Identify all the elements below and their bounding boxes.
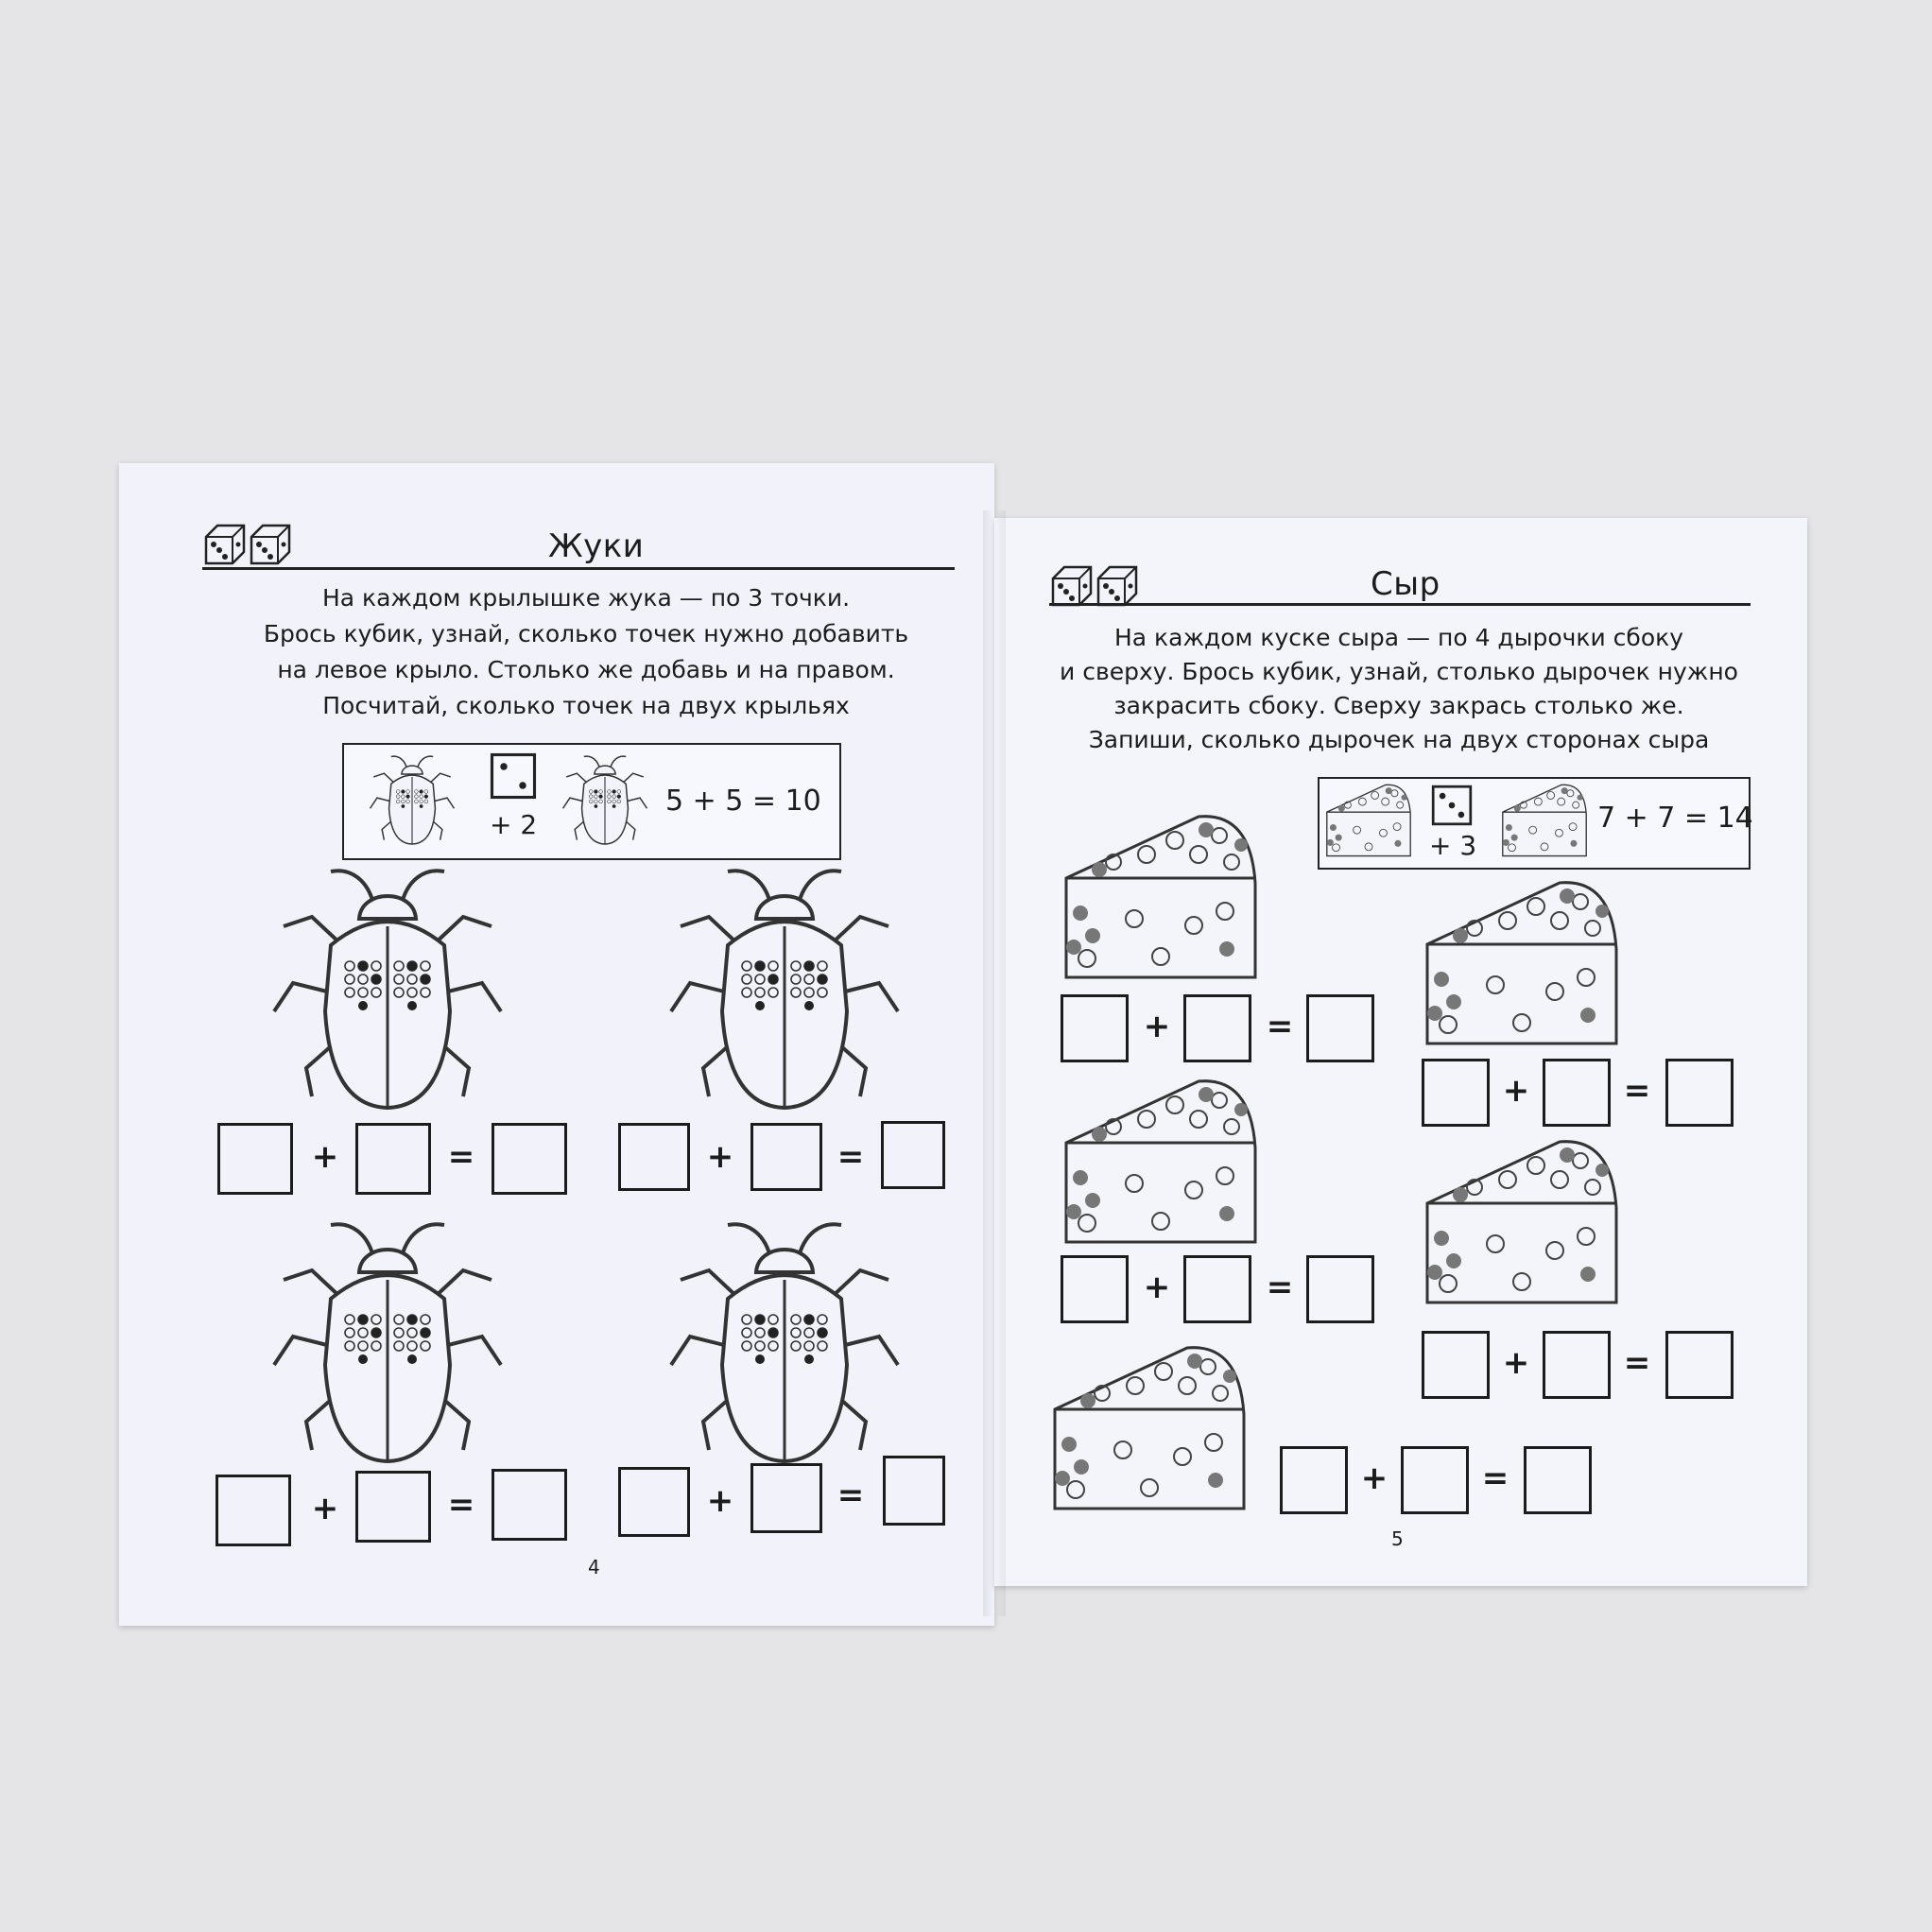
answer-box[interactable] xyxy=(1524,1446,1592,1514)
answer-box[interactable] xyxy=(492,1469,567,1541)
dice-icon xyxy=(1051,565,1142,607)
cheese-icon xyxy=(1321,781,1416,860)
plus-sign: + xyxy=(706,1138,734,1176)
answer-box[interactable] xyxy=(750,1123,822,1191)
beetle-icon xyxy=(374,752,450,847)
plus-sign: + xyxy=(706,1482,734,1520)
plus-sign: + xyxy=(311,1138,339,1176)
example-add-right: + 3 xyxy=(1429,830,1477,861)
answer-box[interactable] xyxy=(1183,1255,1251,1323)
equals-sign: = xyxy=(1623,1072,1651,1110)
equals-sign: = xyxy=(1266,1268,1294,1306)
instruction-line-2: и сверху. Брось кубик, узнай, столько дырочек нужно xyxy=(1060,658,1738,685)
answer-box[interactable] xyxy=(1543,1331,1611,1399)
plus-sign: + xyxy=(1143,1268,1171,1306)
cheese-icon xyxy=(1044,1338,1255,1518)
answer-box[interactable] xyxy=(217,1123,293,1195)
answer-box[interactable] xyxy=(750,1463,822,1533)
example-add-left: + 2 xyxy=(490,809,538,840)
answer-box[interactable] xyxy=(1183,994,1251,1062)
answer-box[interactable] xyxy=(618,1467,690,1537)
answer-box[interactable] xyxy=(1280,1446,1348,1514)
plus-sign: + xyxy=(1502,1072,1530,1110)
instruction-line-2: Брось кубик, узнай, сколько точек нужно добавить xyxy=(263,620,909,647)
answer-box[interactable] xyxy=(881,1121,945,1189)
equals-sign: = xyxy=(447,1486,475,1524)
answer-box[interactable] xyxy=(1401,1446,1469,1514)
plus-sign: + xyxy=(1502,1344,1530,1382)
cheese-icon xyxy=(1418,1132,1626,1312)
answer-box[interactable] xyxy=(216,1475,291,1546)
answer-box[interactable] xyxy=(1543,1059,1611,1127)
answer-box[interactable] xyxy=(1306,994,1374,1062)
page-title-left: Жуки xyxy=(548,527,645,565)
answer-box[interactable] xyxy=(618,1123,690,1191)
plus-sign: + xyxy=(311,1490,339,1527)
equals-sign: = xyxy=(837,1476,865,1514)
equals-sign: = xyxy=(1623,1344,1651,1382)
instruction-line-3: на левое крыло. Столько же добавь и на правом. xyxy=(277,656,895,683)
title-rule-left xyxy=(202,567,955,570)
title-rule-right xyxy=(1049,603,1751,606)
beetle-icon xyxy=(293,860,482,1115)
beetle-icon xyxy=(690,860,879,1115)
instruction-line-4: Посчитай, сколько точек на двух крыльях xyxy=(322,692,850,719)
example-equation-right: 7 + 7 = 14 xyxy=(1597,802,1753,835)
cheese-icon xyxy=(1057,807,1265,987)
answer-box[interactable] xyxy=(492,1123,567,1195)
instruction-line-4: Запиши, сколько дырочек на двух сторонах сыра xyxy=(1088,726,1710,753)
book-spine xyxy=(983,510,1006,1616)
equals-sign: = xyxy=(1481,1459,1509,1497)
equals-sign: = xyxy=(1266,1008,1294,1045)
dice-icon xyxy=(204,524,295,565)
cheese-icon xyxy=(1057,1072,1265,1251)
instruction-line-1: На каждом крылышке жука — по 3 точки. xyxy=(321,584,851,612)
cheese-icon xyxy=(1497,781,1592,860)
answer-box[interactable] xyxy=(1422,1059,1490,1127)
instruction-line-3: закрасить сбоку. Сверху закрась столько же. xyxy=(1113,692,1684,719)
example-equation-left: 5 + 5 = 10 xyxy=(665,785,821,818)
instruction-line-1: На каждом куске сыра — по 4 дырочки сбоку xyxy=(1113,624,1684,651)
plus-sign: + xyxy=(1360,1459,1389,1497)
answer-box[interactable] xyxy=(1665,1331,1734,1399)
answer-box[interactable] xyxy=(355,1471,431,1543)
answer-box[interactable] xyxy=(1061,994,1129,1062)
equals-sign: = xyxy=(447,1138,475,1176)
answer-box[interactable] xyxy=(355,1123,431,1195)
page-number-right: 5 xyxy=(1391,1527,1404,1550)
answer-box[interactable] xyxy=(1061,1255,1129,1323)
plus-sign: + xyxy=(1143,1008,1171,1045)
answer-box[interactable] xyxy=(883,1456,945,1526)
beetle-icon xyxy=(293,1214,482,1469)
beetle-icon xyxy=(567,752,643,847)
dice-icon xyxy=(490,752,537,800)
answer-box[interactable] xyxy=(1306,1255,1374,1323)
equals-sign: = xyxy=(837,1138,865,1176)
cheese-icon xyxy=(1418,873,1626,1053)
page-title-right: Сыр xyxy=(1371,565,1440,603)
beetle-icon xyxy=(690,1214,879,1469)
page-number-left: 4 xyxy=(588,1556,600,1578)
answer-box[interactable] xyxy=(1665,1059,1734,1127)
answer-box[interactable] xyxy=(1422,1331,1490,1399)
dice-icon xyxy=(1431,785,1473,826)
